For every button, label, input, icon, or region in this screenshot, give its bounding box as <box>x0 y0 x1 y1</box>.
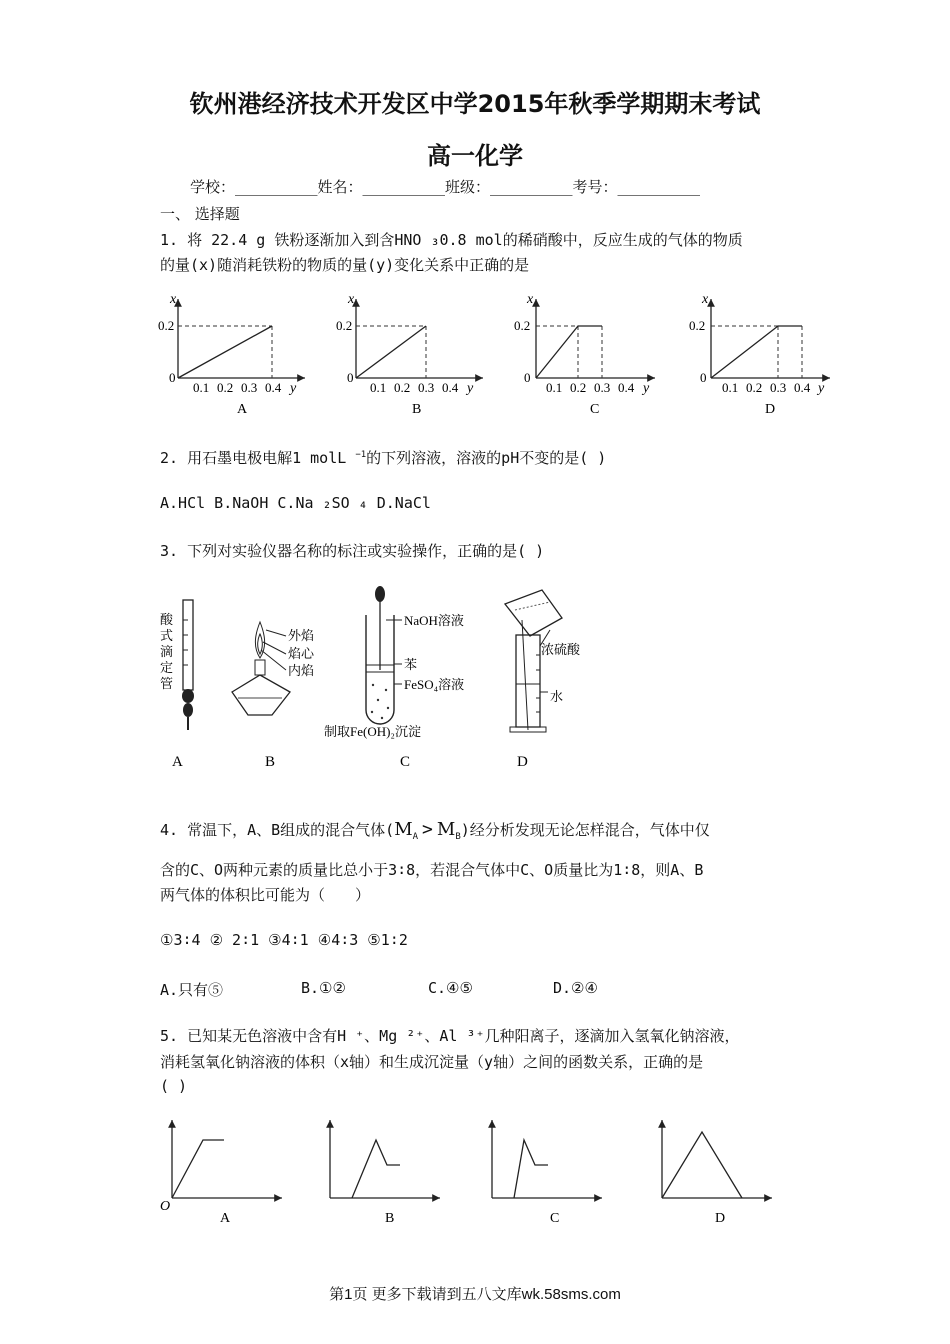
q3-apparatus <box>0 580 950 775</box>
q4-line1 <box>160 819 710 842</box>
q4-ratios: ①3∶4 ② 2∶1 ③4∶1 ④4∶3 ⑤1∶2 <box>160 931 408 949</box>
q1c-xtick: 0.1 <box>546 380 563 395</box>
burette-label-char: 式 <box>160 628 174 643</box>
q3d-caption: D <box>517 754 528 770</box>
q5-graph-c <box>492 1120 602 1226</box>
q5-graphs <box>0 1110 950 1230</box>
q5-graph-d <box>662 1120 772 1226</box>
q5-line1: 5. 已知某无色溶液中含有H ⁺、Mg ²⁺、Al ³⁺几种阳离子，逐滴加入氢氧化钠溶液， <box>160 1027 740 1045</box>
q1c-x-label: x <box>527 292 534 307</box>
q4-formula-m2: M <box>436 819 456 840</box>
q5d-caption: D <box>715 1211 726 1226</box>
q4-line1-b: )经分析发现无论怎样混合，气体中仅 <box>460 821 710 839</box>
exam-subtitle: 高一化学 <box>427 142 523 170</box>
q4-formula-a: A <box>412 832 419 842</box>
q1a-x-label: x <box>170 292 177 307</box>
q1a-xtick: 0.4 <box>265 380 282 395</box>
q1-graph-c <box>514 292 655 417</box>
q1d-ytick: 0.2 <box>689 318 706 333</box>
q3a-caption: A <box>172 754 183 770</box>
q1c-origin: 0 <box>524 370 531 385</box>
label-inner-flame: 内焰 <box>288 663 315 678</box>
q1c-xtick: 0.4 <box>618 380 635 395</box>
q1d-x-label: x <box>702 292 709 307</box>
q1d-xtick: 0.3 <box>770 380 787 395</box>
label-flame-core: 焰心 <box>288 646 315 661</box>
q3-test-tube <box>324 586 464 770</box>
label-tube-caption: 制取Fe(OH)₂沉淀 <box>324 724 421 739</box>
q5-line3: ( ) <box>160 1077 188 1095</box>
q4-line3: 两气体的体积比可能为（ ） <box>160 886 371 904</box>
q1c-caption: C <box>590 402 600 417</box>
q1c-ytick: 0.2 <box>514 318 531 333</box>
q5c-caption: C <box>550 1211 560 1226</box>
q1a-xtick: 0.3 <box>241 380 258 395</box>
q1d-origin: 0 <box>700 370 707 385</box>
q1a-xtick: 0.1 <box>193 380 210 395</box>
q1-graphs <box>0 285 950 425</box>
burette-label-char: 定 <box>160 660 174 675</box>
q1b-y-label: y <box>467 381 474 396</box>
q3-alcohol-lamp <box>232 622 315 770</box>
q1a-origin: 0 <box>169 370 176 385</box>
q1d-xtick: 0.2 <box>746 380 763 395</box>
q1-graph-d <box>689 292 830 417</box>
q1-stem-line1: 1. 将 22.4 g 铁粉逐渐加入到含HNO ₃0.8 mol的稀硝酸中，反应生成的气体的物质 <box>160 231 743 249</box>
q1b-xtick: 0.4 <box>442 380 459 395</box>
q2-stem-a: 2. 用石墨电极电解1 molL <box>160 449 356 467</box>
q1a-ytick: 0.2 <box>158 318 175 333</box>
q2-stem-b: 的下列溶液，溶液的pH不变的是( ) <box>366 449 607 467</box>
q1-stem-line2: 的量(x)随消耗铁粉的物质的量(y)变化关系中正确的是 <box>160 256 530 274</box>
q1b-origin: 0 <box>347 370 354 385</box>
q1d-xtick: 0.4 <box>794 380 811 395</box>
q5b-caption: B <box>385 1211 395 1226</box>
q1b-xtick: 0.2 <box>394 380 411 395</box>
q1d-y-label: y <box>818 381 825 396</box>
q1d-xtick: 0.1 <box>722 380 739 395</box>
burette-label-char: 滴 <box>160 644 174 659</box>
q3c-caption: C <box>400 754 411 770</box>
q3-cylinder <box>505 590 581 770</box>
page-footer: 第1页 更多下载请到五八文库wk.58sms.com <box>329 1286 621 1303</box>
q4-option-c: C.④⑤ <box>428 979 473 997</box>
q1-graph-b <box>336 292 483 417</box>
q5-graph-a <box>160 1120 282 1226</box>
q4-option-b: B.①② <box>301 979 346 997</box>
q2-stem <box>160 447 606 468</box>
student-info-line: 学校：___________姓名：___________班级：___________考号：___________ <box>190 178 701 196</box>
label-naoh: NaOH溶液 <box>404 613 464 628</box>
q2-options: A.HCl B.NaOH C.Na ₂SO ₄ D.NaCl <box>160 494 431 512</box>
q1a-xtick: 0.2 <box>217 380 234 395</box>
exam-title: 钦州港经济技术开发区中学2015年秋季学期期末考试 <box>189 90 761 118</box>
q2-stem-sup: −1 <box>355 450 367 460</box>
burette-label-char: 酸 <box>160 612 174 627</box>
q4-formula-m: M <box>394 819 413 840</box>
label-feso4: FeSO₄溶液 <box>404 677 465 692</box>
q1a-y-label: y <box>290 381 297 396</box>
q5-line2: 消耗氢氧化钠溶液的体积（x轴）和生成沉淀量（y轴）之间的函数关系，正确的是 <box>160 1053 704 1071</box>
q4-formula-b: B <box>455 832 461 842</box>
q1b-xtick: 0.3 <box>418 380 435 395</box>
q3-stem: 3. 下列对实验仪器名称的标注或实验操作，正确的是( ) <box>160 542 545 560</box>
q1-graph-a <box>158 292 305 417</box>
section-heading: 一、 选择题 <box>160 205 240 223</box>
q1b-caption: B <box>412 402 422 417</box>
q1b-ytick: 0.2 <box>336 318 353 333</box>
q4-formula-gt: > <box>422 819 433 840</box>
q5-graph-b <box>330 1120 440 1226</box>
q1c-xtick: 0.3 <box>594 380 611 395</box>
q4-line1-a: 4. 常温下，A、B组成的混合气体( <box>160 821 395 839</box>
label-benzene: 苯 <box>404 657 418 672</box>
label-outer-flame: 外焰 <box>288 628 315 643</box>
q4-option-d: D.②④ <box>553 979 598 997</box>
burette-label-char: 管 <box>160 676 174 691</box>
q3-burette <box>160 600 194 770</box>
q1a-caption: A <box>237 402 248 417</box>
q4-option-a: A.只有⑤ <box>160 981 224 999</box>
q5a-caption: A <box>220 1211 231 1226</box>
q1c-y-label: y <box>643 381 650 396</box>
q1b-x-label: x <box>348 292 355 307</box>
q5a-origin: O <box>160 1199 171 1214</box>
q4-line2: 含的C、O两种元素的质量比总小于3∶8，若混合气体中C、O质量比为1∶8，则A、B <box>160 861 704 879</box>
label-conc-acid: 浓硫酸 <box>541 642 581 657</box>
label-water: 水 <box>550 689 564 704</box>
q1d-caption: D <box>765 402 776 417</box>
q1c-xtick: 0.2 <box>570 380 587 395</box>
q3b-caption: B <box>265 754 276 770</box>
q1b-xtick: 0.1 <box>370 380 387 395</box>
